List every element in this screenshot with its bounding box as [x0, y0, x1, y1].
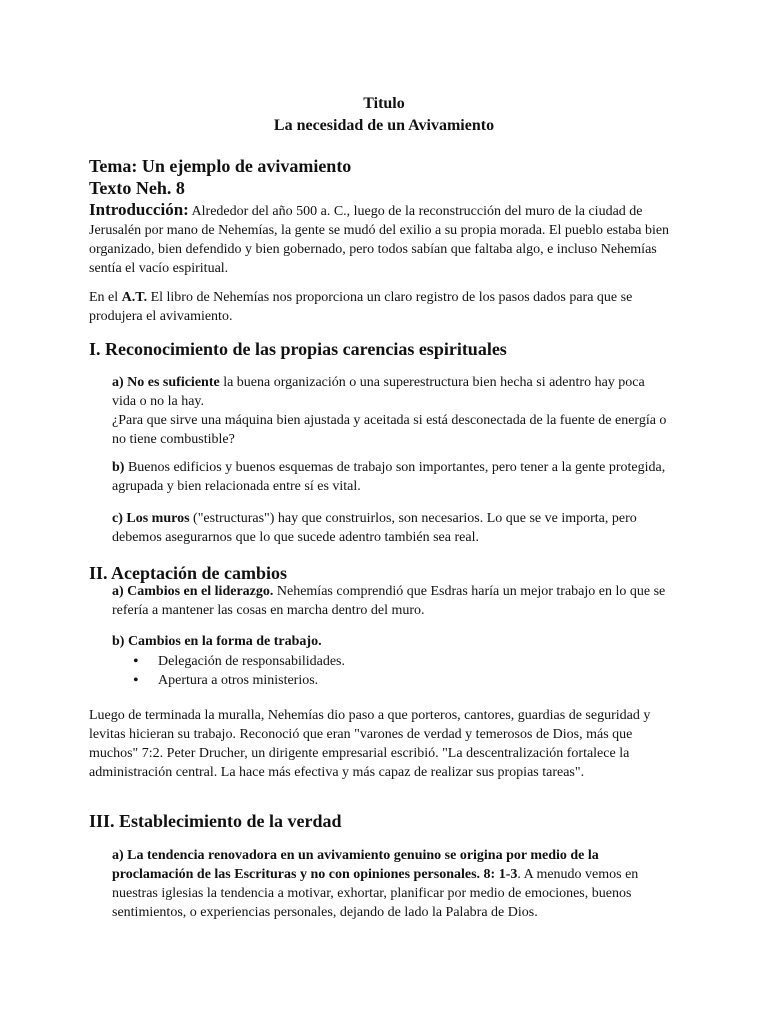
at-post: El libro de Nehemías nos proporciona un claro registro de los pasos dados para que se produjera el avivamiento. — [89, 290, 633, 324]
section-2-closing-paragraph: Luego de terminada la muralla, Nehemías dio paso a que porteros, cantores, guardias de seguridad y levitas hicieran su trabajo. Reconoció que eran "varones de verdad y temerosos de Dios, más que muchos" 7:2. Peter Drucher, un dirigente empresarial escribió. "La descentralización fortalece la administración central. La hace más efectiva y más capaz de realizar sus propias tareas". — [89, 708, 651, 780]
item-b-label: b) — [112, 460, 125, 475]
item-2a-label: a) Cambios en el liderazgo. — [112, 584, 274, 599]
section-3-heading: III. Establecimiento de la verdad — [89, 811, 342, 831]
at-paragraph — [89, 288, 679, 326]
intro-label: Introducción: — [89, 200, 189, 219]
item-3a-label: a) La tendencia renovadora en un avivamiento genuino se origina por medio de la proclamación de las Escrituras y no con opiniones personales. 8: 1-3 — [112, 848, 599, 882]
item-a-question: ¿Para que sirve una máquina bien ajustada y aceitada si está desconectada de la fuente de energía o no tiene combustible? — [112, 413, 667, 447]
bullet-item: • Delegación de responsabilidades. — [133, 652, 633, 671]
section-2-heading: II. Aceptación de cambios — [89, 563, 287, 583]
document-title: La necesidad de un Avivamiento — [273, 117, 495, 134]
section-2-bullet-list — [133, 652, 633, 690]
item-c-label: c) Los muros — [112, 511, 190, 526]
section-3-item-a — [112, 846, 672, 922]
section-1-item-a — [112, 373, 672, 449]
section-2-item-b-label: b) Cambios en la forma de trabajo. — [112, 634, 322, 649]
bullet-item: • Apertura a otros ministerios. — [133, 671, 633, 690]
section-1-item-c — [112, 509, 677, 547]
texto-line: Texto Neh. 8 — [89, 178, 185, 198]
item-3a-text: . A menudo vemos en nuestras iglesias la tendencia a motivar, exhortar, planificar por medio de emociones, buenos sentimientos, o experiencias personales, dejando de lado la Palabra de Dios. — [112, 867, 639, 920]
section-1-heading: I. Reconocimiento de las propias carencias espirituales — [89, 339, 507, 359]
item-c-text: ("estructuras") hay que construirlos, son necesarios. Lo que se ve importa, pero debemos asegurarnos que lo que sucede adentro también sea real. — [112, 511, 637, 545]
item-a-label: a) No es suficiente — [112, 375, 220, 390]
item-a-text: la buena organización o una superestructura bien hecha si adentro hay poca vida o no la hay. — [112, 375, 645, 409]
section-1-item-b — [112, 458, 672, 496]
title-label: Titulo — [363, 95, 405, 112]
intro-paragraph — [89, 200, 679, 278]
at-bold: A.T. — [121, 290, 148, 305]
intro-text: Alrededor del año 500 a. C., luego de la reconstrucción del muro de la ciudad de Jerusalén por mano de Nehemías, la gente se mudó del exilio a su propia morada. El pueblo estaba bien organizado, bien defendido y bien gobernado, pero todos sabían que faltaba algo, e incluso Nehemías sentía el vacío espiritual. — [89, 204, 670, 276]
item-2a-text: Nehemías comprendió que Esdras haría un mejor trabajo en lo que se refería a mantener las cosas en marcha dentro del muro. — [112, 584, 666, 618]
section-2-item-a — [112, 582, 672, 620]
item-b-text: Buenos edificios y buenos esquemas de trabajo son importantes, pero tener a la gente protegida, agrupada y bien relacionada entre sí es vital. — [112, 460, 666, 494]
at-pre: En el — [89, 290, 122, 305]
tema-line: Tema: Un ejemplo de avivamiento — [89, 156, 352, 176]
